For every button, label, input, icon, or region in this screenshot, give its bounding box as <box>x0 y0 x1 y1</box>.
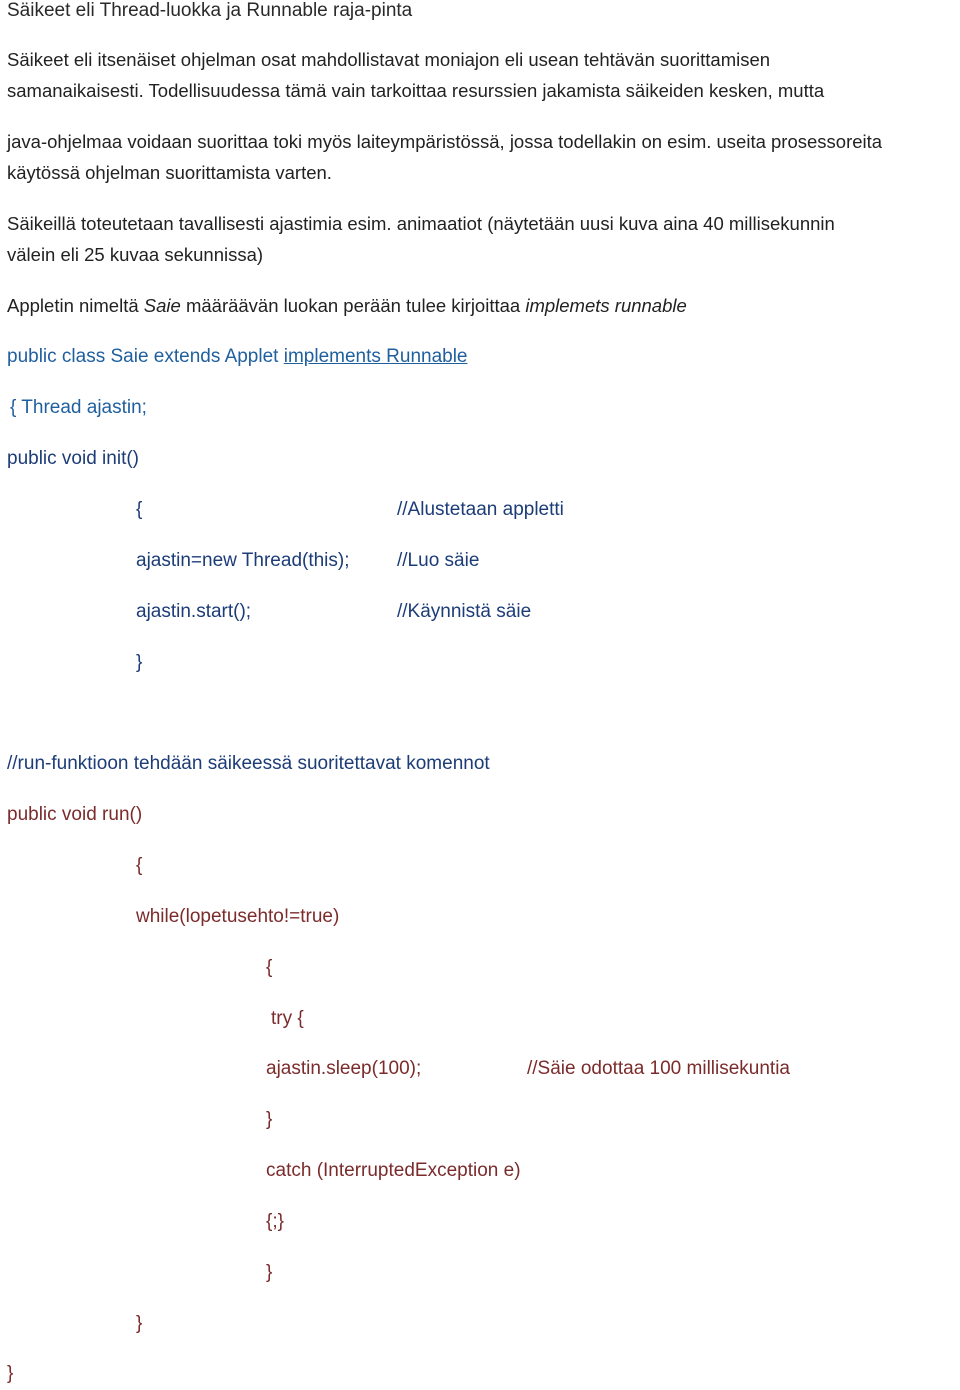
code-line: public void run() <box>7 804 143 825</box>
paragraph-text: määräävän luokan perään tulee kirjoittaa <box>180 295 526 316</box>
code-comment: //Alustetaan appletti <box>397 499 564 520</box>
paragraph-line: Säikeet eli itsenäiset ohjelman osat mahdollistavat moniajon eli usean tehtävän suorittamisen <box>7 49 771 70</box>
class-name-emphasis: Saie <box>143 295 181 316</box>
keyword-emphasis: implemets runnable <box>525 295 687 316</box>
paragraph-line: java-ohjelmaa voidaan suorittaa toki myös laiteympäristössä, jossa todellakin on esim. useita prosessoreita <box>7 131 883 152</box>
code-comment: //Käynnistä säie <box>397 601 532 622</box>
code-line: { Thread ajastin; <box>10 397 147 418</box>
code-line: } <box>266 1109 273 1130</box>
code-line: ajastin.sleep(100); <box>266 1058 422 1079</box>
paragraph-appletin <box>7 294 687 318</box>
page-title: Säikeet eli Thread-luokka ja Runnable raja-pinta <box>7 0 413 21</box>
code-class-declaration <box>7 345 468 369</box>
code-line: {;} <box>266 1211 284 1232</box>
code-line: } <box>136 652 143 673</box>
code-line: { <box>136 499 143 520</box>
code-comment: //Luo säie <box>397 550 480 571</box>
code-comment: //Säie odottaa 100 millisekuntia <box>527 1058 790 1079</box>
code-line: { <box>266 957 273 978</box>
code-line: ajastin=new Thread(this); <box>136 550 350 571</box>
paragraph-line: Säikeillä toteutetaan tavallisesti ajastimia esim. animaatiot (näytetään uusi kuva aina 40 millisekunnin <box>7 213 835 234</box>
code-link[interactable]: implements Runnable <box>283 346 468 367</box>
code-line: } <box>266 1262 273 1283</box>
paragraph-text: Appletin nimeltä <box>7 295 144 316</box>
code-line: ajastin.start(); <box>136 601 252 622</box>
code-comment: //run-funktioon tehdään säikeessä suoritettavat komennot <box>7 753 490 774</box>
paragraph-line: käytössä ohjelman suorittamista varten. <box>7 162 332 183</box>
code-line: public void init() <box>7 448 139 469</box>
code-line: } <box>7 1363 14 1384</box>
paragraph-line: välein eli 25 kuvaa sekunnissa) <box>7 244 264 265</box>
code-line: while(lopetusehto!=true) <box>136 906 340 927</box>
paragraph-line: samanaikaisesti. Todellisuudessa tämä vain tarkoittaa resurssien jakamista säikeiden kesken, mutta <box>7 80 825 101</box>
code-text: public class Saie extends Applet <box>7 346 284 367</box>
code-line: } <box>136 1313 143 1334</box>
code-line: { <box>136 855 143 876</box>
code-line: catch (InterruptedException e) <box>266 1160 521 1181</box>
code-line: try { <box>271 1008 304 1029</box>
